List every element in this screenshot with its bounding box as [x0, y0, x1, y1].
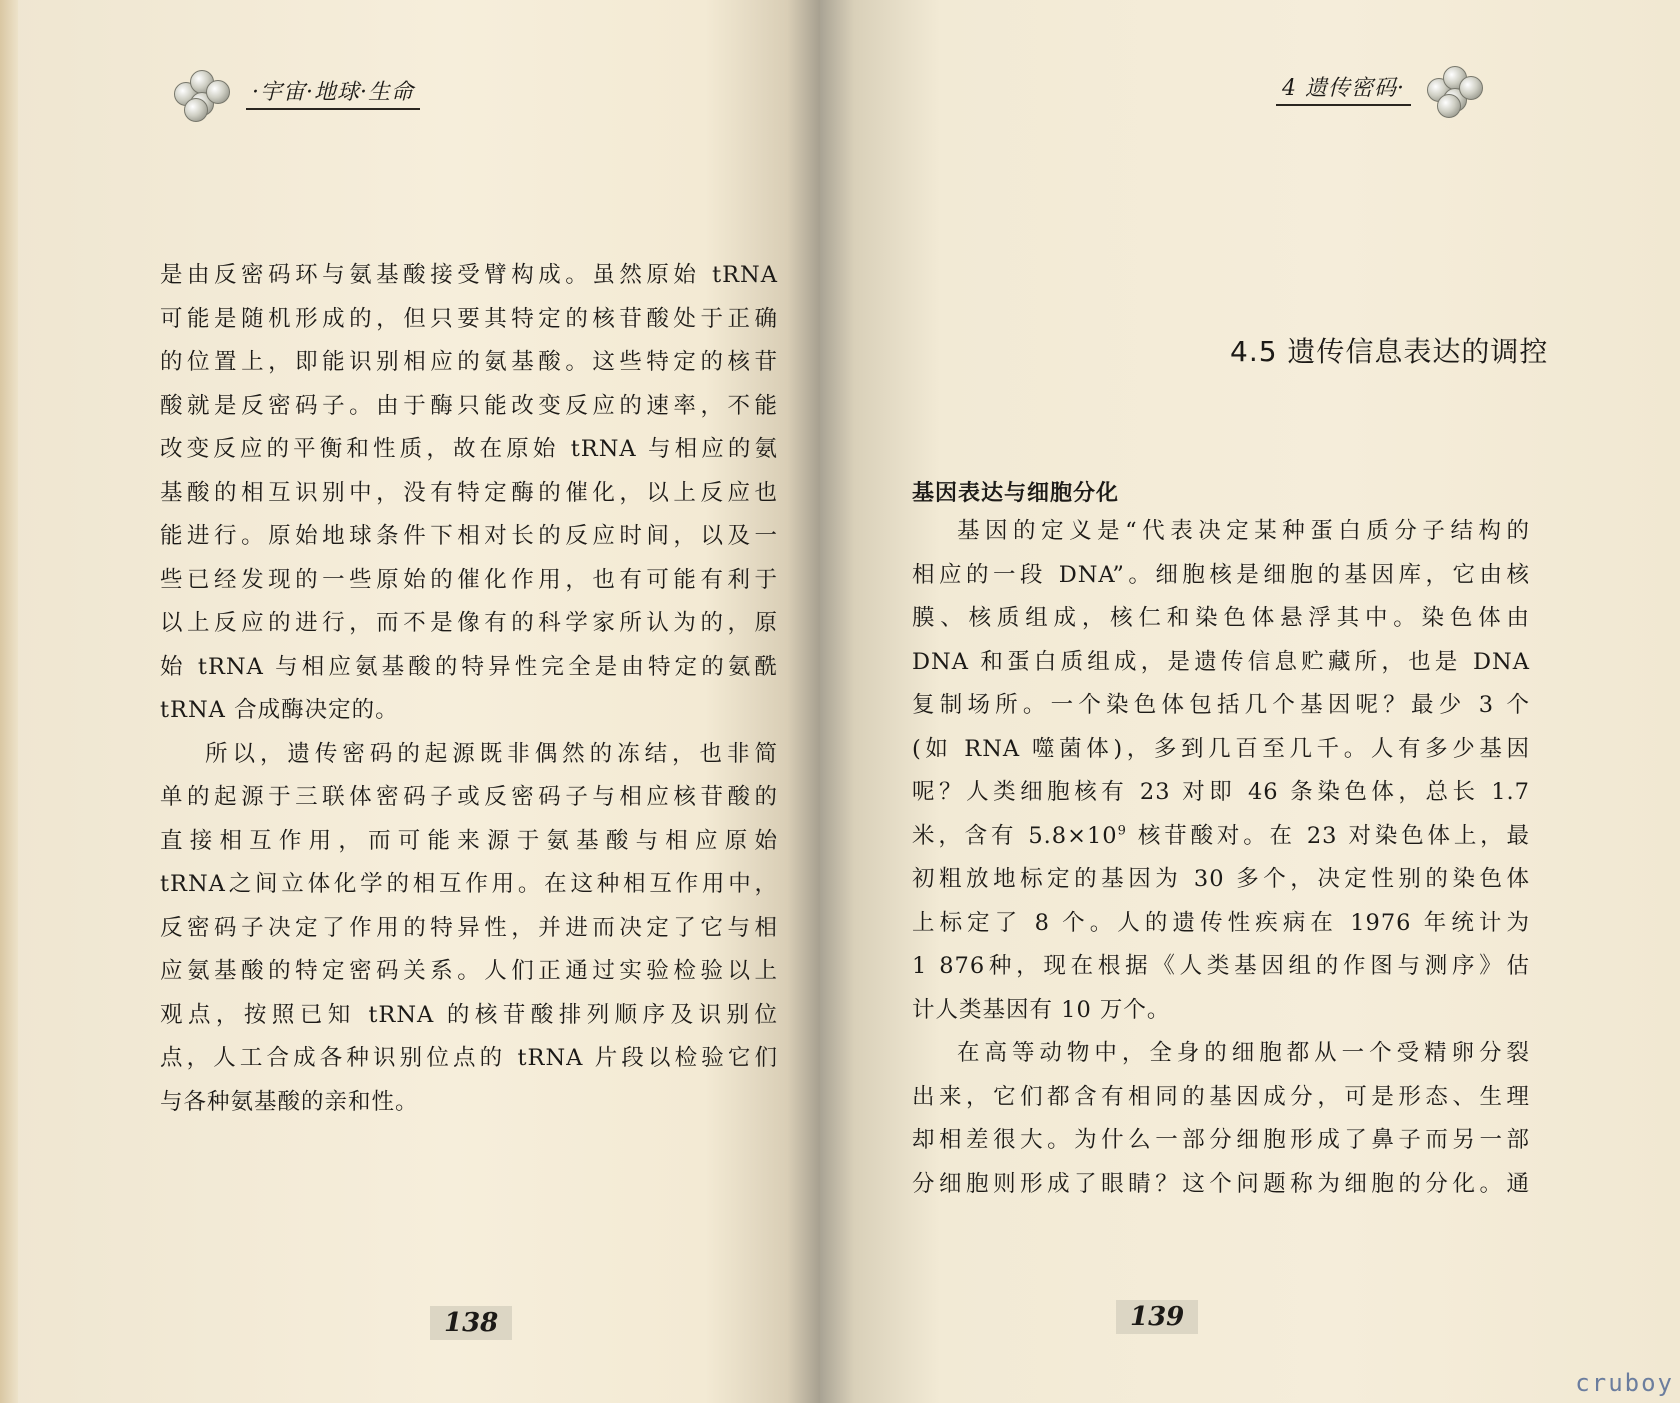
text-line: 在高等动物中，全身的细胞都从一个受精卵分裂 — [957, 1040, 1530, 1066]
text-line: 膜、核质组成，核仁和染色体悬浮其中。染色体由 — [912, 605, 1530, 631]
text-line: 可能是随机形成的，但只要其特定的核苷酸处于正确 — [160, 305, 778, 332]
right-body-text — [912, 510, 1530, 1206]
left-body-text — [160, 254, 778, 1124]
text-line: 的位置上，即能识别相应的氨基酸。这些特定的核苷 — [160, 349, 778, 375]
text-line: 分细胞则形成了眼睛？这个问题称为细胞的分化。通 — [912, 1170, 1530, 1197]
text-line: 相应的一段 DNA”。细胞核是细胞的基因库，它由核 — [912, 561, 1530, 588]
section-title: 4.5 遗传信息表达的调控 — [1230, 335, 1549, 368]
text-line: 改变反应的平衡和性质，故在原始 tRNA 与相应的氨 — [160, 436, 778, 462]
sci-exponent: 9 — [1117, 823, 1127, 838]
running-title: 4 遗传密码· — [1276, 71, 1411, 106]
text-line: tRNA 合成酶决定的。 — [160, 697, 399, 723]
text-line: 反密码子决定了作用的特异性，并进而决定了它与相 — [160, 914, 778, 941]
text-line: 始 tRNA 与相应氨基酸的特异性完全是由特定的氨酰 — [160, 653, 778, 680]
text-line: 上标定了 8 个。人的遗传性疾病在 1976 年统计为 — [912, 909, 1530, 936]
molecule-icon — [170, 66, 234, 118]
text-line: 酸就是反密码子。由于酶只能改变反应的速率，不能 — [160, 392, 778, 419]
text-line: 以上反应的进行，而不是像有的科学家所认为的，原 — [160, 610, 778, 636]
text-line: 能进行。原始地球条件下相对长的反应时间，以及一 — [160, 523, 778, 549]
text-line: 所以，遗传密码的起源既非偶然的冻结，也非简 — [205, 740, 778, 767]
watermark: cruboy — [1575, 1369, 1674, 1397]
text-line: 计人类基因有 10 万个。 — [912, 996, 1171, 1023]
right-page — [820, 0, 1680, 1403]
page-edge — [0, 0, 18, 1403]
text-line: 应氨基酸的特定密码关系。人们正通过实验检验以上 — [160, 958, 778, 984]
page-number: 138 — [430, 1306, 512, 1340]
sci-prefix: 米，含有 5.8×10 — [912, 822, 1118, 849]
text-line: 基因的定义是“代表决定某种蛋白质分子结构的 — [957, 518, 1530, 544]
text-line: 1 876种，现在根据《人类基因组的作图与测序》估 — [912, 953, 1530, 979]
sub-heading: 基因表达与细胞分化 — [912, 481, 1120, 506]
text-line: (如 RNA 噬菌体)，多到几百至几千。人有多少基因 — [912, 735, 1530, 762]
text-line-scientific — [912, 815, 1530, 859]
page-number: 139 — [1116, 1300, 1198, 1334]
text-line: 初粗放地标定的基因为 30 多个，决定性别的染色体 — [912, 866, 1530, 892]
text-line: 直接相互作用，而可能来源于氨基酸与相应原始 — [160, 827, 778, 854]
text-line: 却相差很大。为什么一部分细胞形成了鼻子而另一部 — [912, 1127, 1530, 1153]
text-line: 出来，它们都含有相同的基因成分，可是形态、生理 — [912, 1083, 1530, 1110]
text-line: 单的起源于三联体密码子或反密码子与相应核苷酸的 — [160, 784, 778, 810]
running-title: ·宇宙·地球·生命 — [246, 75, 420, 110]
text-line: DNA 和蛋白质组成，是遗传信息贮藏所，也是 DNA — [912, 648, 1530, 675]
left-header — [170, 66, 420, 118]
text-line: 观点，按照已知 tRNA 的核苷酸排列顺序及识别位 — [160, 1001, 778, 1028]
sci-suffix: 核苷酸对。在 23 对染色体上，最 — [1126, 822, 1530, 849]
molecule-icon — [1423, 62, 1487, 114]
text-line: 基酸的相互识别中，没有特定酶的催化，以上反应也 — [160, 479, 778, 506]
right-header — [1276, 62, 1487, 114]
text-line: 些已经发现的一些原始的催化作用，也有可能有利于 — [160, 566, 778, 593]
text-line: 是由反密码环与氨基酸接受臂构成。虽然原始 tRNA — [160, 262, 778, 288]
text-line: 复制场所。一个染色体包括几个基因呢？最少 3 个 — [912, 692, 1530, 718]
text-line: tRNA之间立体化学的相互作用。在这种相互作用中， — [160, 871, 778, 897]
left-page — [0, 0, 820, 1403]
text-line: 呢？人类细胞核有 23 对即 46 条染色体，总长 1.7 — [912, 779, 1530, 805]
text-line: 与各种氨基酸的亲和性。 — [160, 1088, 419, 1115]
text-line: 点，人工合成各种识别位点的 tRNA 片段以检验它们 — [160, 1045, 778, 1071]
